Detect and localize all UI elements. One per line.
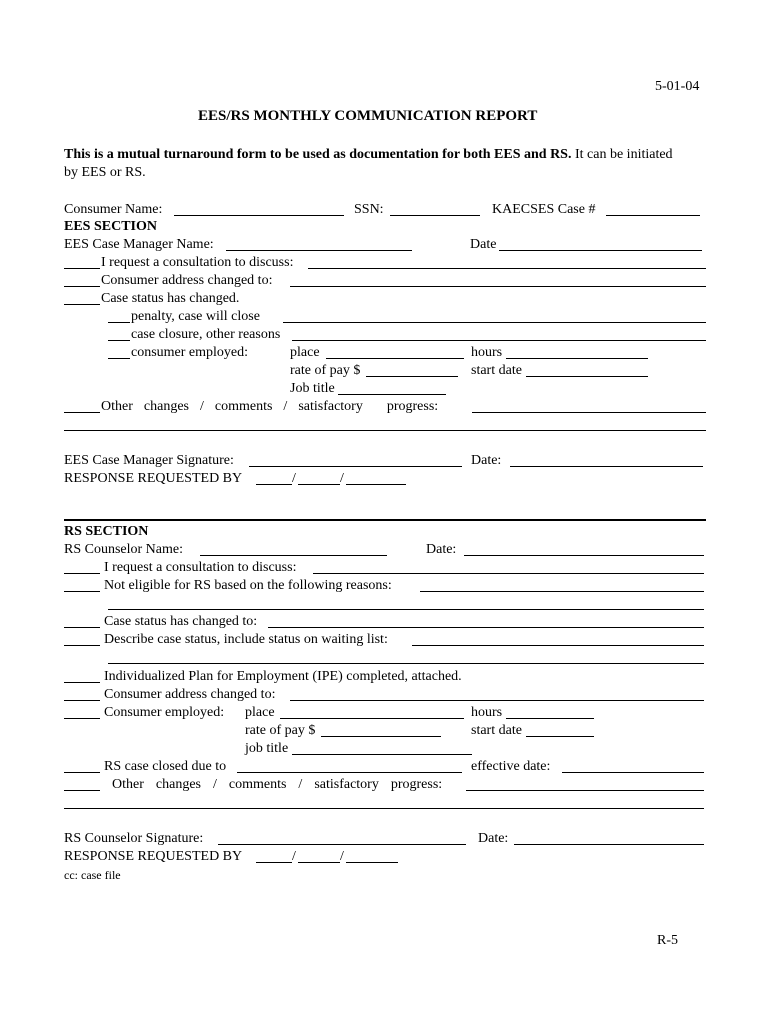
page-code: R-5 [657,933,678,948]
rs-consult-checkbox[interactable] [64,573,100,574]
ees-response-slash: / [340,471,344,486]
ees-status-checkbox[interactable] [64,304,100,305]
ees-other-field-line2[interactable] [64,430,706,431]
rs-status-checkbox[interactable] [64,627,100,628]
ees-other-word: progress: [386,399,439,414]
ees-other-label [101,399,438,415]
ees-manager-name-label: EES Case Manager Name: [64,237,214,252]
rs-other-field[interactable] [466,790,704,791]
ees-address-checkbox[interactable] [64,286,100,287]
rs-other-word: / [212,777,217,792]
rs-job-label: job title [245,741,289,756]
rs-ipe-label: Individualized Plan for Employment (IPE) completed, attached. [104,669,462,684]
form-date-code: 5-01-04 [655,79,700,94]
ees-section-heading: EES SECTION [64,219,157,234]
rs-section-heading: RS SECTION [64,524,149,539]
ees-closure-label: case closure, other reasons [131,327,281,342]
ees-closure-field[interactable] [292,340,706,341]
ees-other-word: changes [143,399,189,414]
ees-penalty-field[interactable] [283,322,706,323]
ees-other-word: satisfactory [298,399,363,414]
ees-start-field[interactable] [526,376,648,377]
ees-place-field[interactable] [326,358,464,359]
ees-start-label: start date [471,363,522,378]
intro-line2: by EES or RS. [64,165,146,180]
ees-response-label: RESPONSE REQUESTED BY [64,471,243,486]
rs-not-eligible-label: Not eligible for RS based on the following reasons: [104,578,392,593]
ees-address-label: Consumer address changed to: [101,273,273,288]
ees-penalty-checkbox[interactable] [108,322,130,323]
ees-consult-field[interactable] [308,268,706,269]
rs-counselor-name-label: RS Counselor Name: [64,542,183,557]
ees-response-slash: / [292,471,296,486]
ees-signature-field[interactable] [249,466,462,467]
ees-status-label: Case status has changed. [101,291,240,306]
ssn-field[interactable] [390,215,480,216]
section-divider [64,519,706,521]
ees-date-field[interactable] [499,250,702,251]
rs-status-label: Case status has changed to: [104,614,258,629]
rs-employed-checkbox[interactable] [64,718,100,719]
rs-job-field[interactable] [292,754,472,755]
ees-other-word: comments [214,399,273,414]
rs-sig-date-field[interactable] [514,844,704,845]
rs-effective-label: effective date: [471,759,551,774]
intro-bold: This is a mutual turnaround form to be used as documentation for both EES and RS. [64,147,572,162]
ees-employed-label: consumer employed: [131,345,249,360]
rs-other-word: changes [155,777,201,792]
intro-text [64,147,673,163]
intro-rest: It can be initiated [574,147,673,162]
rs-signature-label: RS Counselor Signature: [64,831,204,846]
rs-signature-field[interactable] [218,844,466,845]
ees-rate-label: rate of pay $ [290,363,361,378]
ees-place-label: place [290,345,320,360]
rs-place-field[interactable] [280,718,464,719]
rs-effective-field[interactable] [562,772,704,773]
consumer-name-label: Consumer Name: [64,202,163,217]
ees-consult-checkbox[interactable] [64,268,100,269]
rs-address-checkbox[interactable] [64,700,100,701]
rs-other-word: / [298,777,303,792]
ees-job-label: Job title [290,381,335,396]
ees-hours-field[interactable] [506,358,648,359]
rs-address-label: Consumer address changed to: [104,687,276,702]
ees-rate-field[interactable] [366,376,458,377]
rs-closed-label: RS case closed due to [104,759,227,774]
ees-other-checkbox[interactable] [64,412,100,413]
consumer-name-field[interactable] [174,215,344,216]
ees-other-word: / [283,399,288,414]
rs-describe-field[interactable] [412,645,704,646]
kaecses-case-field[interactable] [606,215,700,216]
rs-rate-field[interactable] [321,736,441,737]
rs-consult-label: I request a consultation to discuss: [104,560,297,575]
rs-not-eligible-checkbox[interactable] [64,591,100,592]
rs-response-day[interactable] [298,862,340,863]
rs-hours-label: hours [471,705,503,720]
rs-not-eligible-field[interactable] [420,591,704,592]
rs-response-year[interactable] [346,862,398,863]
rs-start-field[interactable] [526,736,594,737]
rs-not-eligible-field-line2[interactable] [108,609,704,610]
ees-response-day[interactable] [298,484,340,485]
rs-closed-field[interactable] [237,772,462,773]
ssn-label: SSN: [354,202,384,217]
ees-job-field[interactable] [338,394,446,395]
rs-other-label [112,777,442,793]
cc-case-file: cc: case file [64,868,121,882]
ees-penalty-label: penalty, case will close [131,309,260,324]
ees-address-field[interactable] [290,286,706,287]
rs-describe-checkbox[interactable] [64,645,100,646]
ees-consult-label: I request a consultation to discuss: [101,255,294,270]
rs-hours-field[interactable] [506,718,594,719]
rs-response-slash: / [340,849,344,864]
rs-start-label: start date [471,723,522,738]
rs-place-label: place [245,705,275,720]
ees-other-word: Other [101,399,133,414]
rs-other-checkbox[interactable] [64,790,100,791]
rs-date-label: Date: [426,542,457,557]
ees-closure-checkbox[interactable] [108,340,130,341]
rs-ipe-checkbox[interactable] [64,682,100,683]
rs-response-slash: / [292,849,296,864]
rs-other-word: satisfactory [314,777,379,792]
rs-other-word: Other [112,777,144,792]
rs-describe-field-line2[interactable] [108,663,704,664]
rs-sig-date-label: Date: [478,831,509,846]
page-title: EES/RS MONTHLY COMMUNICATION REPORT [198,108,538,124]
rs-counselor-name-field[interactable] [200,555,387,556]
rs-other-field-line2[interactable] [64,808,704,809]
ees-other-word: / [199,399,204,414]
rs-status-field[interactable] [268,627,704,628]
rs-response-label: RESPONSE REQUESTED BY [64,849,243,864]
rs-employed-label: Consumer employed: [104,705,225,720]
ees-response-month[interactable] [256,484,292,485]
ees-signature-label: EES Case Manager Signature: [64,453,234,468]
ees-date-label: Date [470,237,497,252]
rs-describe-label: Describe case status, include status on waiting list: [104,632,388,647]
rs-closed-checkbox[interactable] [64,772,100,773]
rs-date-field[interactable] [464,555,704,556]
ees-response-year[interactable] [346,484,406,485]
ees-hours-label: hours [471,345,503,360]
kaecses-case-label: KAECSES Case # [492,202,596,217]
rs-other-word: comments [228,777,287,792]
ees-sig-date-label: Date: [471,453,502,468]
rs-consult-field[interactable] [313,573,704,574]
rs-rate-label: rate of pay $ [245,723,316,738]
rs-other-word: progress: [390,777,443,792]
ees-employed-checkbox[interactable] [108,358,130,359]
ees-sig-date-field[interactable] [510,466,703,467]
rs-address-field[interactable] [290,700,704,701]
ees-manager-name-field[interactable] [226,250,412,251]
rs-response-month[interactable] [256,862,292,863]
ees-other-field[interactable] [472,412,706,413]
